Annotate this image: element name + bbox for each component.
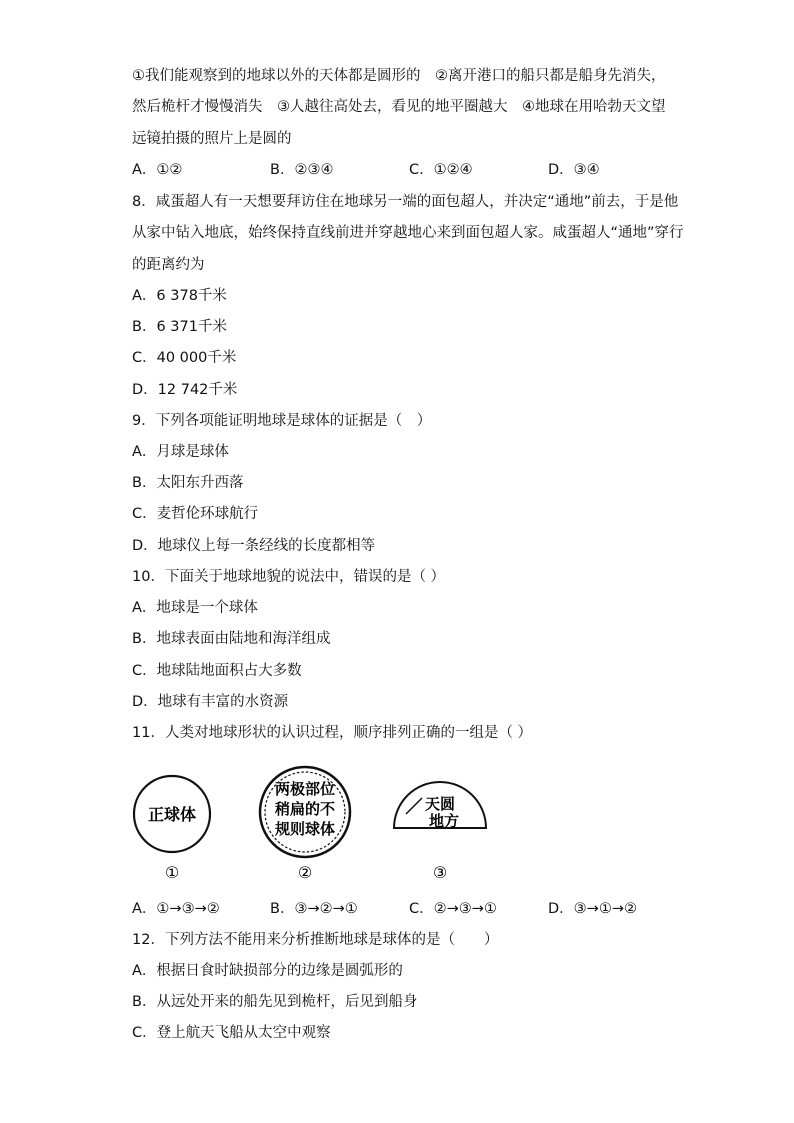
q7-option-b: B．②③④	[270, 162, 334, 178]
figure-label-3: ③	[432, 863, 448, 882]
figure-dome-top-text: 天圆	[424, 795, 456, 813]
q8-option-b: B．6 371千米	[132, 319, 227, 335]
q9-option-a: A．月球是球体	[132, 444, 229, 460]
figure-circle-1-text: 正球体	[147, 805, 197, 824]
figure-circle-2-line-1: 两极部位	[274, 780, 336, 798]
q8-line-3: 的距离约为	[132, 257, 205, 273]
figure-circle-2-line-3: 规则球体	[274, 820, 336, 838]
q10-option-b: B．地球表面由陆地和海洋组成	[132, 631, 331, 647]
q8-option-a: A．6 378千米	[132, 288, 227, 304]
q7-option-c: C．①②④	[409, 162, 473, 178]
q10-stem: 10．下面关于地球地貌的说法中，错误的是（ ）	[132, 569, 446, 585]
q9-option-c: C．麦哲伦环球航行	[132, 506, 259, 522]
q9-option-d: D．地球仪上每一条经线的长度都相等	[132, 538, 376, 554]
figure-circle-2-line-2: 稍扁的不	[274, 800, 336, 818]
q12-option-c: C．登上航天飞船从太空中观察	[132, 1025, 331, 1041]
q11-stem: 11．人类对地球形状的认识过程，顺序排列正确的一组是（ ）	[132, 725, 533, 741]
q11-option-b: B．③→②→①	[270, 901, 358, 917]
q11-option-c: C．②→③→①	[409, 901, 497, 917]
q12-option-a: A．根据日食时缺损部分的边缘是圆弧形的	[132, 963, 403, 979]
q10-option-a: A．地球是一个球体	[132, 600, 258, 616]
figure-label-2: ②	[297, 863, 313, 882]
q12-option-b: B．从远处开来的船先见到桅杆，后见到船身	[132, 994, 418, 1010]
q8-option-c: C．40 000千米	[132, 350, 237, 366]
q10-option-c: C．地球陆地面积占大多数	[132, 663, 302, 679]
q9-stem: 9．下列各项能证明地球是球体的证据是（ ）	[132, 413, 432, 429]
q8-option-d: D．12 742千米	[132, 382, 238, 398]
q8-line-1: 8．咸蛋超人有一天想要拜访住在地球另一端的面包超人，并决定“通地”前去，于是他	[132, 194, 679, 210]
q11-figure	[132, 752, 512, 892]
q7-line-3: 远镜拍摄的照片上是圆的	[132, 131, 292, 147]
q8-line-2: 从家中钻入地底，始终保持直线前进并穿越地心来到面包超人家。咸蛋超人“通地”穿行	[132, 225, 684, 241]
q7-option-d: D．③④	[548, 162, 600, 178]
q12-stem: 12．下列方法不能用来分析推断地球是球体的是（ ）	[132, 932, 499, 948]
q7-line-2: 然后桅杆才慢慢消失 ③人越往高处去，看见的地平圈越大 ④地球在用哈勃天文望	[132, 99, 666, 115]
q7-option-a: A．①②	[132, 162, 183, 178]
figure-dome-slash	[406, 798, 422, 814]
figure-dome-bottom-text: 地方	[428, 812, 460, 830]
q11-option-a: A．①→③→②	[132, 901, 220, 917]
figure-label-1: ①	[164, 863, 180, 882]
q9-option-b: B．太阳东升西落	[132, 475, 244, 491]
q11-option-d: D．③→①→②	[548, 901, 637, 917]
q10-option-d: D．地球有丰富的水资源	[132, 694, 289, 710]
q7-line-1: ①我们能观察到的地球以外的天体都是圆形的 ②离开港口的船只都是船身先消失，	[132, 68, 666, 84]
